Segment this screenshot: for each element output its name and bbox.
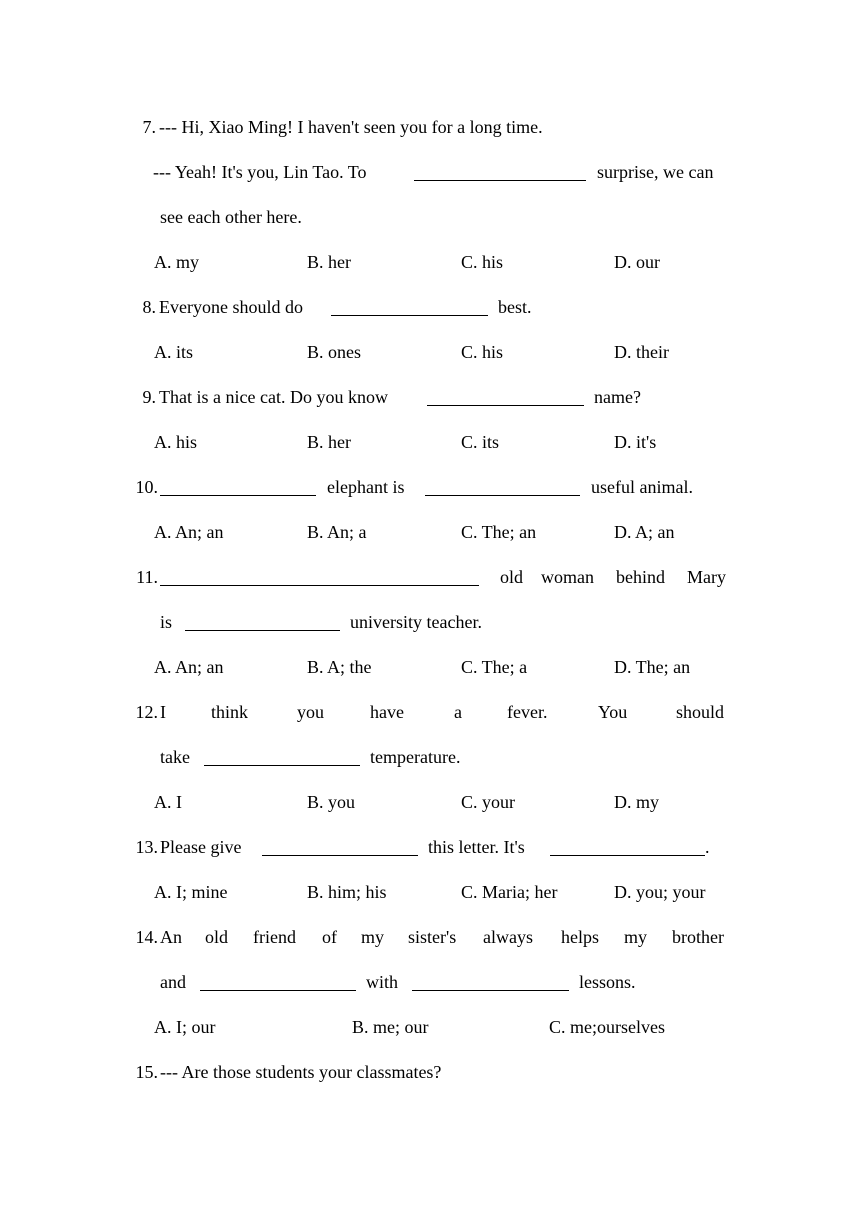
question-word: old — [500, 567, 524, 587]
option-c[interactable]: C. me;ourselves — [549, 1017, 665, 1037]
question-text: with — [366, 972, 399, 992]
question-word: think — [211, 702, 249, 722]
option-d[interactable]: D. you; your — [614, 882, 706, 902]
option-c[interactable]: C. his — [461, 342, 504, 362]
question-text: name? — [594, 387, 641, 407]
option-d[interactable]: D. their — [614, 342, 669, 362]
option-b[interactable]: B. ones — [307, 342, 361, 362]
answer-blank[interactable] — [160, 585, 479, 586]
question-text: --- Yeah! It's you, Lin Tao. To — [153, 162, 367, 182]
question-11 — [0, 555, 860, 600]
question-12 — [0, 690, 860, 735]
question-number: 15. — [135, 1062, 158, 1082]
question-text: this letter. It's — [428, 837, 525, 857]
question-text: best. — [498, 297, 532, 317]
question-11-options — [0, 645, 860, 690]
question-number: 7. — [142, 117, 156, 137]
question-text: surprise, we can — [597, 162, 714, 182]
answer-blank[interactable] — [425, 495, 580, 496]
question-9-options — [0, 420, 860, 465]
question-number: 8. — [142, 297, 156, 317]
question-text: That is a nice cat. Do you know — [159, 387, 388, 407]
question-text: and — [160, 972, 186, 992]
question-7-line-3 — [0, 195, 860, 240]
question-word: I — [160, 702, 166, 722]
question-text: --- Are those students your classmates? — [160, 1062, 442, 1082]
answer-blank[interactable] — [185, 630, 340, 631]
question-9 — [0, 375, 860, 420]
option-b[interactable]: B. A; the — [307, 657, 372, 677]
option-d[interactable]: D. The; an — [614, 657, 691, 677]
option-d[interactable]: D. A; an — [614, 522, 675, 542]
question-number: 13. — [135, 837, 158, 857]
answer-blank[interactable] — [412, 990, 569, 991]
question-word: brother — [672, 927, 724, 947]
question-14-line-2 — [0, 960, 860, 1005]
question-word: of — [322, 927, 337, 947]
option-a[interactable]: A. I — [154, 792, 182, 812]
question-text: . — [705, 837, 710, 857]
answer-blank[interactable] — [160, 495, 316, 496]
question-word: old — [205, 927, 229, 947]
question-15 — [0, 1050, 860, 1095]
question-text: useful animal. — [591, 477, 693, 497]
answer-blank[interactable] — [331, 315, 488, 316]
question-number: 10. — [135, 477, 158, 497]
question-word: You — [598, 702, 628, 722]
question-text: temperature. — [370, 747, 461, 767]
question-number: 14. — [135, 927, 158, 947]
option-d[interactable]: D. our — [614, 252, 660, 272]
option-b[interactable]: B. An; a — [307, 522, 367, 542]
question-7-line-2 — [0, 150, 860, 195]
question-10 — [0, 465, 860, 510]
answer-blank[interactable] — [200, 990, 356, 991]
question-number: 9. — [142, 387, 156, 407]
question-word: helps — [561, 927, 599, 947]
question-word: my — [361, 927, 385, 947]
question-word: should — [676, 702, 725, 722]
question-text: university teacher. — [350, 612, 482, 632]
question-word: sister's — [408, 927, 457, 947]
question-7 — [0, 105, 860, 150]
question-word: Mary — [687, 567, 726, 587]
question-8-options — [0, 330, 860, 375]
answer-blank[interactable] — [427, 405, 584, 406]
option-c[interactable]: C. his — [461, 252, 504, 272]
question-text: Please give — [160, 837, 242, 857]
question-text: --- Hi, Xiao Ming! I haven't seen you for a long time. — [159, 117, 543, 137]
question-word: have — [370, 702, 404, 722]
option-c[interactable]: C. Maria; her — [461, 882, 558, 902]
option-d[interactable]: D. my — [614, 792, 659, 812]
question-12-options — [0, 780, 860, 825]
option-a[interactable]: A. An; an — [154, 522, 224, 542]
option-b[interactable]: B. him; his — [307, 882, 387, 902]
question-word: An — [160, 927, 182, 947]
question-word: a — [454, 702, 462, 722]
question-text: take — [160, 747, 190, 767]
question-10-options — [0, 510, 860, 555]
question-text: lessons. — [579, 972, 636, 992]
question-number: 12. — [135, 702, 158, 722]
question-13-options — [0, 870, 860, 915]
option-b[interactable]: B. her — [307, 252, 351, 272]
question-13 — [0, 825, 860, 870]
answer-blank[interactable] — [204, 765, 360, 766]
question-11-line-2 — [0, 600, 860, 645]
question-word: behind — [616, 567, 665, 587]
question-14-options — [0, 1005, 860, 1050]
option-b[interactable]: B. you — [307, 792, 356, 812]
answer-blank[interactable] — [262, 855, 418, 856]
option-c[interactable]: C. your — [461, 792, 515, 812]
question-word: you — [297, 702, 324, 722]
option-c[interactable]: C. The; an — [461, 522, 537, 542]
question-text: see each other here. — [160, 207, 302, 227]
option-a[interactable]: A. my — [154, 252, 199, 272]
option-c[interactable]: C. The; a — [461, 657, 528, 677]
question-word: always — [483, 927, 533, 947]
question-8 — [0, 285, 860, 330]
option-b[interactable]: B. her — [307, 432, 351, 452]
option-a[interactable]: A. An; an — [154, 657, 224, 677]
option-b[interactable]: B. me; our — [352, 1017, 429, 1037]
question-14 — [0, 915, 860, 960]
question-7-options — [0, 240, 860, 285]
option-c[interactable]: C. its — [461, 432, 500, 452]
answer-blank[interactable] — [550, 855, 705, 856]
question-word: my — [624, 927, 648, 947]
question-12-line-2 — [0, 735, 860, 780]
question-word: friend — [253, 927, 296, 947]
question-text: Everyone should do — [159, 297, 303, 317]
option-d[interactable]: D. it's — [614, 432, 657, 452]
option-a[interactable]: A. I; mine — [154, 882, 228, 902]
option-a[interactable]: A. I; our — [154, 1017, 216, 1037]
answer-blank[interactable] — [414, 180, 586, 181]
question-text: is — [160, 612, 173, 632]
option-a[interactable]: A. his — [154, 432, 198, 452]
question-text: elephant is — [327, 477, 405, 497]
question-word: fever. — [507, 702, 548, 722]
question-number: 11. — [136, 567, 158, 587]
question-word: woman — [541, 567, 594, 587]
option-a[interactable]: A. its — [154, 342, 194, 362]
